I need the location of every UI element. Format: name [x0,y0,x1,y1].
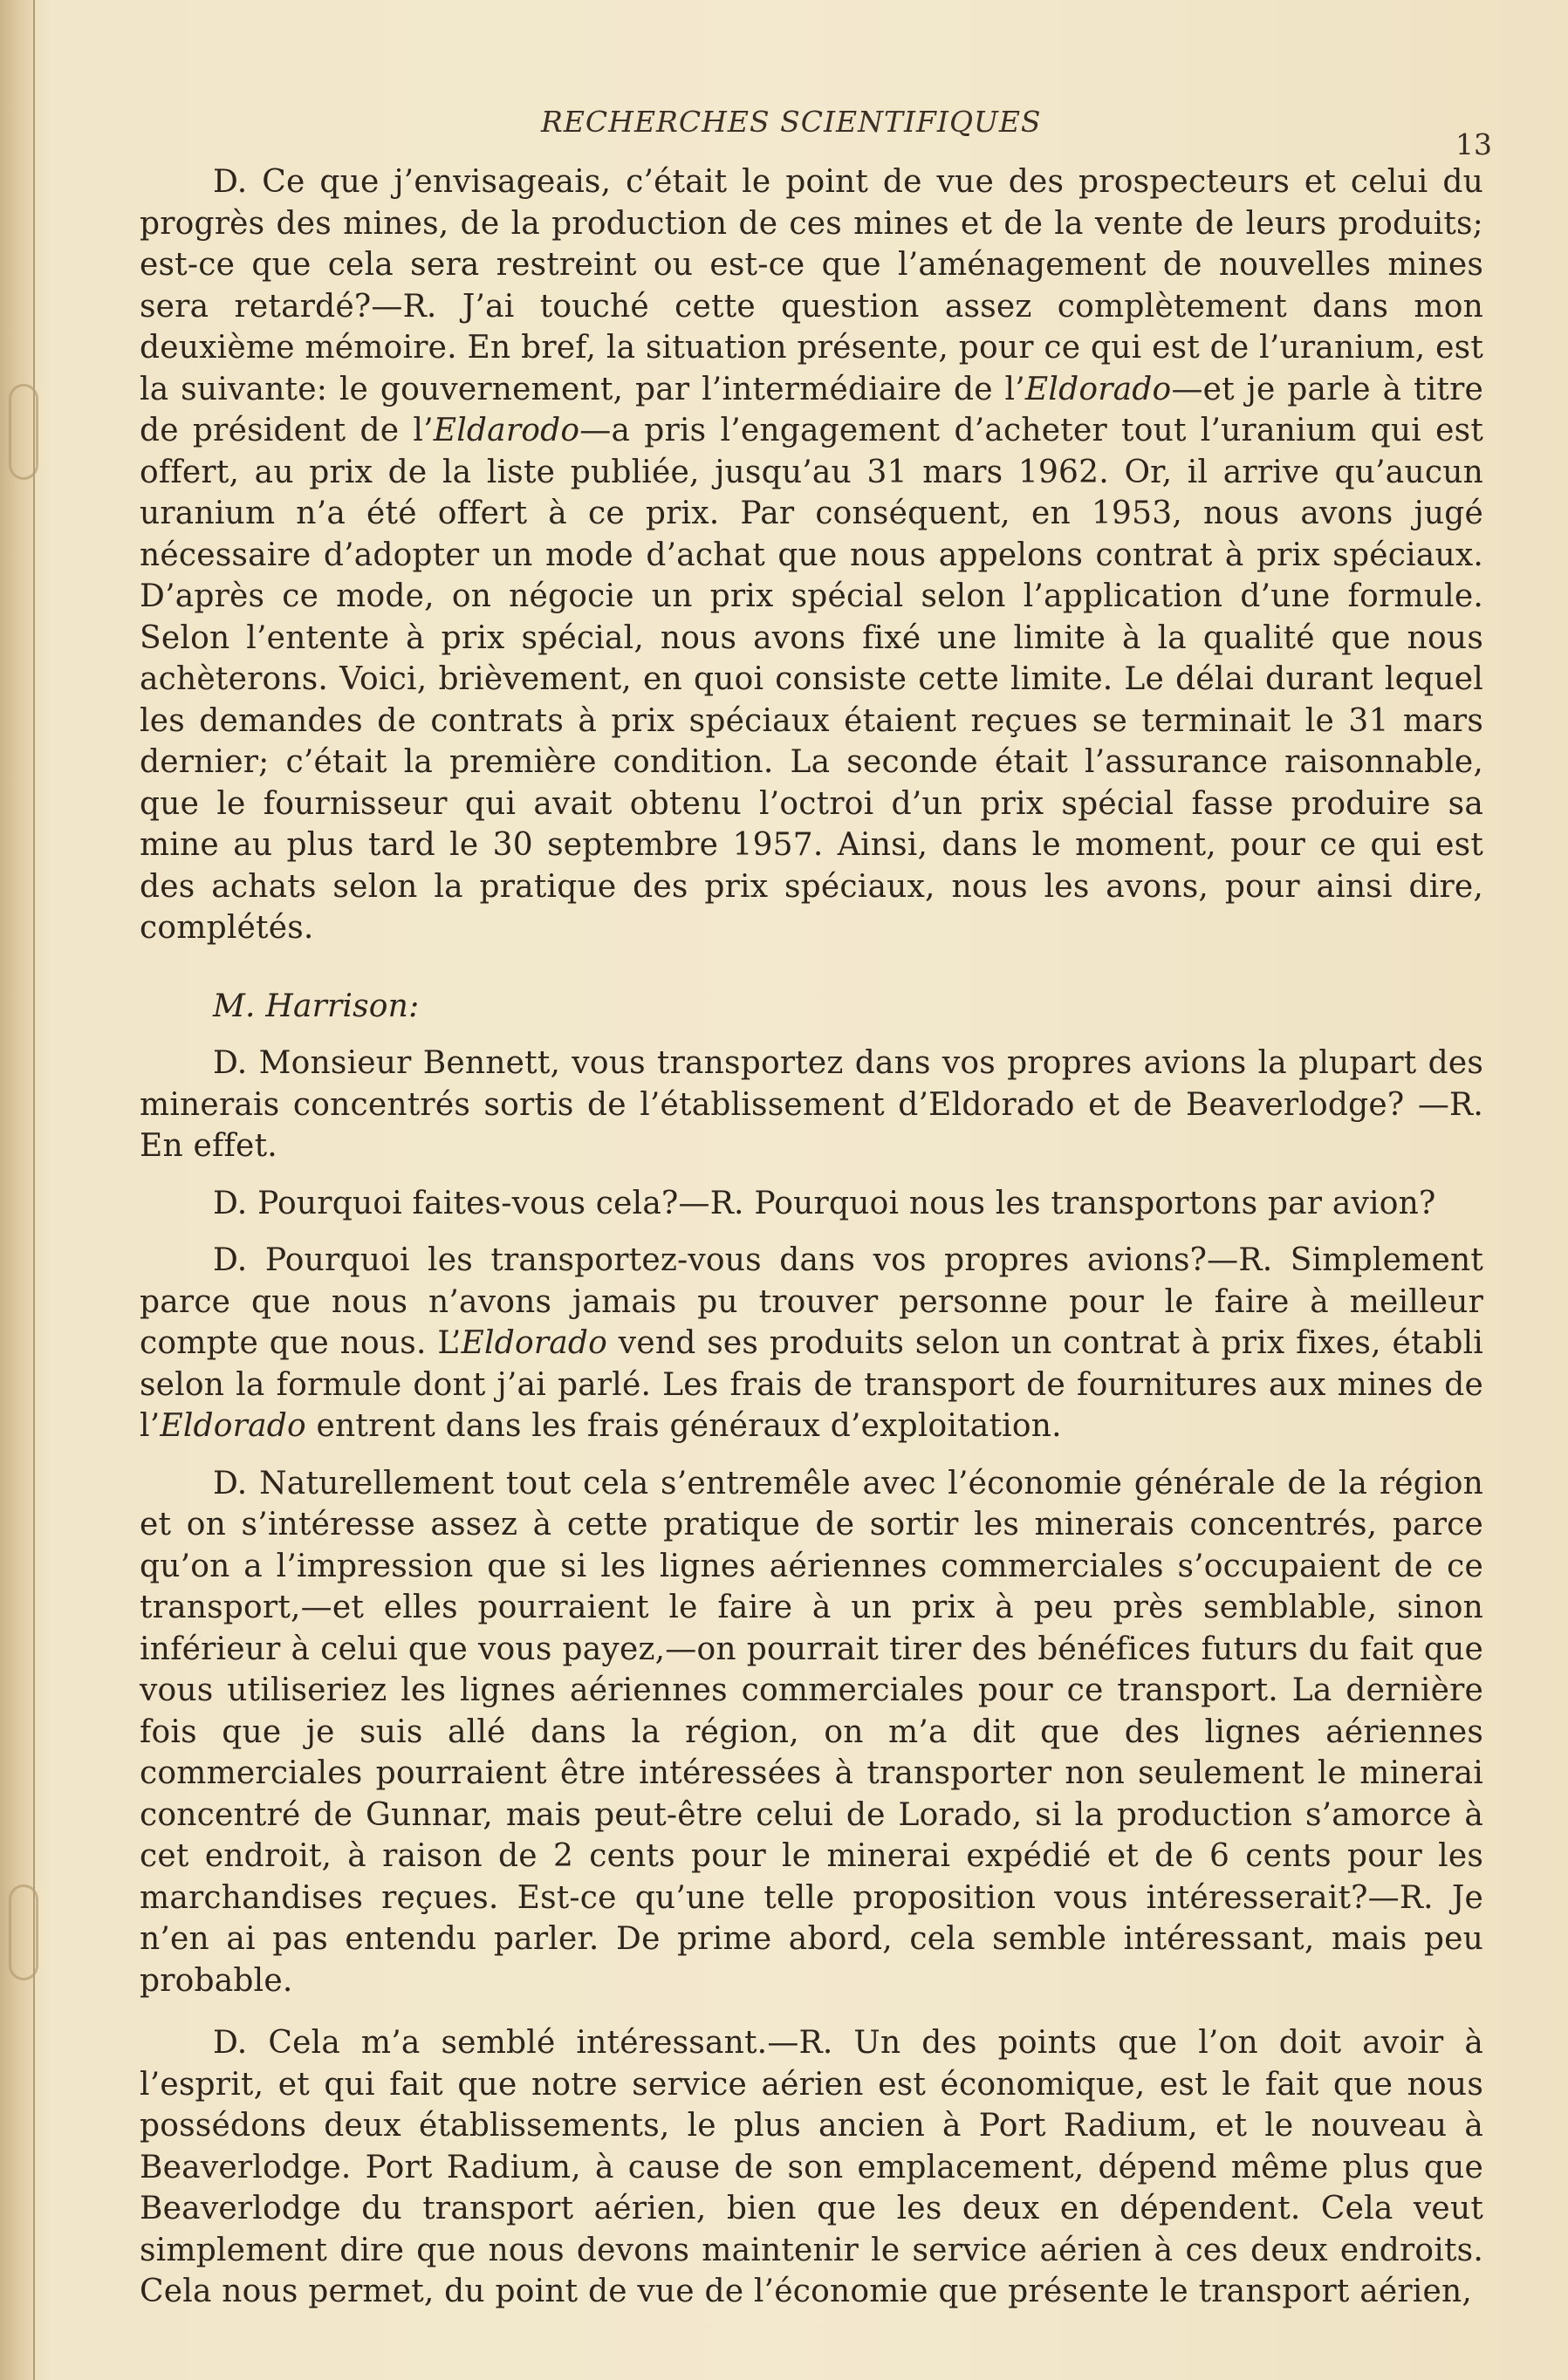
paragraph-air-service-economy [140,2022,1483,2313]
text-segment: entrent dans les frais généraux d’exploitation. [305,1408,1062,1444]
paragraph-own-aircraft [140,1043,1483,1167]
running-header: RECHERCHES SCIENTIFIQUES [541,105,1042,139]
speaker-label: M. Harrison: [213,988,420,1024]
text-segment-italic: Eldorado [461,1325,608,1361]
text-segment: —a pris l’engagement d’acheter tout l’uranium qui est offert, au prix de la liste publiée, jusqu’au 31 mars 1962. Or, il arrive qu’aucun uranium n’a été offert à ce prix. Par conséquent, en 1953, nous avons jugé nécessaire d’adopter un mode d’achat que nous appelons contrat à prix spéciaux. D’après ce mode, on négocie un prix spécial selon l’application d’une formule. Selon l’entente à prix spécial, nous avons fixé une limite à la qualité que nous achèterons. Voici, brièvement, en quoi consiste cette limite. Le délai durant lequel les demandes de contrats à prix spéciaux étaient reçues se terminait le 31 mars dernier; c’était la première condition. La seconde était l’assurance raisonnable, que le fournisseur qui avait obtenu l’octroi d’un prix spécial fasse produire sa mine au plus tard le 30 septembre 1957. Ainsi, dans le moment, pour ce qui est des achats selon la pratique des prix spéciaux, nous les avons, pour ainsi dire, complétés. [140,413,1483,946]
text-segment: D. Monsieur Bennett, vous transportez dans vos propres avions la plupart des minerais concentrés sortis de l’établissement d’Eldorado et de Beaverlodge? —R. En effet. [140,1045,1483,1164]
punch-hole-bottom [9,1884,38,1980]
text-segment-italic: Eldarodo [433,413,580,448]
text-segment: D. Ce que j’envisageais, c’était le point de vue des prospecteurs et celui du progrès des mines, de la production de ces mines et de la vente de leurs produits; est-ce que cela sera restreint ou est-ce que l’aménagement de nouvelles mines sera retardé?—R. J’ai touché cette question assez complètement dans mon deuxième mémoire. En bref, la situation présente, pour ce qui est de l’uranium, est la suivante: le gouvernement, par l’intermédiaire de l’ [140,164,1483,407]
paragraph-why-by-air [140,1183,1483,1225]
paragraph-prospectors [140,161,1483,949]
text-segment: D. Naturellement tout cela s’entremêle avec l’économie générale de la région et on s’intéresse assez à cette pratique de sortir les minerais concentrés, parce qu’on a l’impression que si les lignes aériennes commerciales s’occupaient de ce transport,—et elles pourraient le faire à un prix à peu près semblable, sinon inférieur à celui que vous payez,—on pourrait tirer des bénéfices futurs du fait que vous utiliseriez les lignes aériennes commerciales pour ce transport. La dernière fois que je suis allé dans la région, on m’a dit que des lignes aériennes commerciales pourraient être intéressées à transporter non seulement le minerai concentré de Gunnar, mais peut-être celui de Lorado, si la production s’amorce à cet endroit, à raison de 2 cents pour le minerai expédié et de 6 cents pour les marchandises reçues. Est-ce qu’une telle proposition vous intéresserait?—R. Je n’en ai pas entendu parler. De prime abord, cela semble intéressant, mais peu probable. [140,1465,1483,1999]
binding-fold-line [33,0,35,2380]
text-segment: D. Pourquoi faites-vous cela?—R. Pourquoi nous les transportons par avion? [213,1185,1436,1221]
paragraph-commercial-airlines [140,1463,1483,2002]
text-segment-italic: Eldorado [1024,371,1172,407]
page-number: 13 [1455,127,1492,161]
text-segment: D. Cela m’a semblé intéressant.—R. Un des points que l’on doit avoir à l’esprit, et qui fait que notre service aérien est économique, est le fait que nous possédons deux établissements, le plus ancien à Port Radium, et le nouveau à Beaverlodge. Port Radium, à cause de son emplacement, dépend même plus que Beaverlodge du transport aérien, bien que les deux en dépendent. Cela veut simplement dire que nous devons maintenir le service aérien à ces deux endroits. Cela nous permet, du point de vue de l’économie que présente le transport aérien, [140,2025,1483,2309]
text-segment: —et je parle à titre de président de l’ [140,371,1483,448]
body-text [140,161,1483,2313]
punch-hole-top [9,384,38,480]
text-segment-italic: Eldorado [160,1408,306,1444]
paragraph-own-planes-cost [140,1240,1483,1447]
text-segment: vend ses produits selon un contrat à prix fixes, établi selon la formule dont j’ai parlé. Les frais de transport de fournitures aux mines de l’ [140,1325,1483,1444]
text-segment: D. Pourquoi les transportez-vous dans vos propres avions?—R. Simplement parce que nous n’avons jamais pu trouver personne pour le faire à meilleur compte que nous. L’ [140,1242,1483,1361]
page-binding-edge [0,0,35,2380]
